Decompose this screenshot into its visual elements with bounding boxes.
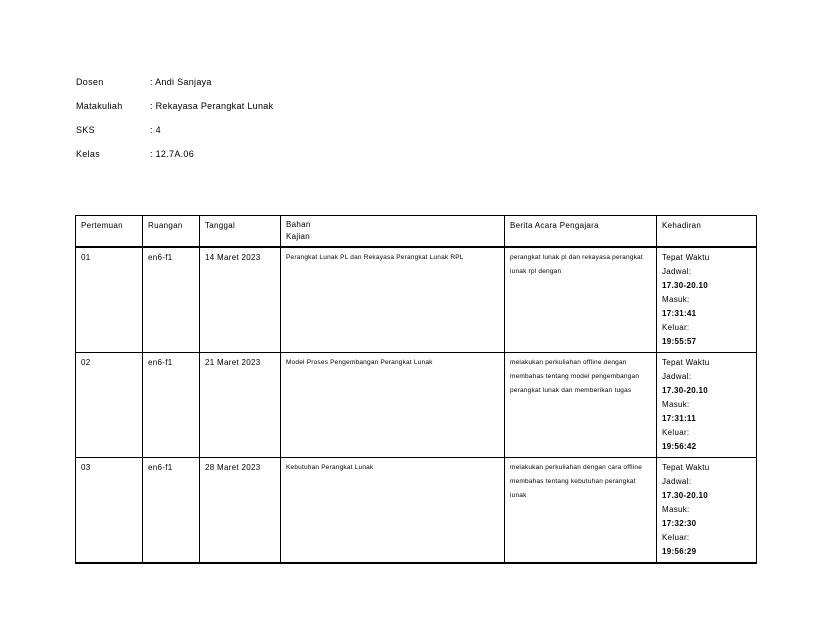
dosen-label: Dosen xyxy=(76,77,104,87)
cell-pertemuan: 03 xyxy=(76,458,143,564)
header-pertemuan: Pertemuan xyxy=(76,216,143,248)
kehadiran-jadwal-label: Jadwal: xyxy=(662,267,692,276)
header-bahan-line2: Kajian xyxy=(286,232,311,241)
cell-berita-acara: melakukan perkuliahan dengan cara offline membahas tentang kebutuhan perangkat lunak xyxy=(505,458,657,564)
berita-acara-table xyxy=(75,215,757,564)
kehadiran-keluar: 19:55:57 xyxy=(662,337,697,346)
kehadiran-keluar-label: Keluar: xyxy=(662,428,690,437)
cell-bahan-kajian: Kebutuhan Perangkat Lunak xyxy=(281,458,505,564)
table-header-row xyxy=(76,216,757,248)
cell-pertemuan: 02 xyxy=(76,353,143,458)
header-kehadiran: Kehadiran xyxy=(657,216,757,248)
kehadiran-keluar: 19:56:29 xyxy=(662,547,697,556)
cell-kehadiran xyxy=(657,353,757,458)
kehadiran-keluar-label: Keluar: xyxy=(662,323,690,332)
header-ruangan: Ruangan xyxy=(143,216,200,248)
cell-kehadiran xyxy=(657,247,757,353)
header-tanggal: Tanggal xyxy=(200,216,281,248)
kelas-value: : 12.7A.06 xyxy=(150,149,195,159)
sks-label: SKS xyxy=(76,125,95,135)
header-bahan-line1: Bahan xyxy=(286,220,311,229)
kehadiran-jadwal-label: Jadwal: xyxy=(662,372,692,381)
kehadiran-masuk-label: Masuk: xyxy=(662,295,690,304)
matakuliah-value: : Rekayasa Perangkat Lunak xyxy=(150,101,274,111)
table-row xyxy=(76,353,757,458)
cell-tanggal: 14 Maret 2023 xyxy=(200,247,281,353)
cell-berita-acara: perangkat lunak pl dan rekayasa perangkat lunak rpl dengan xyxy=(505,247,657,353)
kehadiran-masuk-label: Masuk: xyxy=(662,505,690,514)
cell-bahan-kajian: Model Proses Pengembangan Perangkat Lunak xyxy=(281,353,505,458)
kehadiran-status: Tepat Waktu xyxy=(662,463,710,472)
cell-pertemuan: 01 xyxy=(76,247,143,353)
cell-ruangan: en6-f1 xyxy=(143,247,200,353)
cell-ruangan: en6-f1 xyxy=(143,458,200,564)
header-bahan-kajian xyxy=(281,216,505,248)
kehadiran-masuk: 17:32:30 xyxy=(662,519,697,528)
kelas-label: Kelas xyxy=(76,149,101,159)
kehadiran-masuk: 17:31:11 xyxy=(662,414,696,423)
cell-bahan-kajian: Perangkat Lunak PL dan Rekayasa Perangkat Lunak RPL xyxy=(281,247,505,353)
cell-tanggal: 28 Maret 2023 xyxy=(200,458,281,564)
kehadiran-keluar: 19:56:42 xyxy=(662,442,697,451)
kehadiran-jadwal: 17.30-20.10 xyxy=(662,491,709,500)
kehadiran-keluar-label: Keluar: xyxy=(662,533,690,542)
dosen-value: : Andi Sanjaya xyxy=(150,77,212,87)
matakuliah-label: Matakuliah xyxy=(76,101,123,111)
table-row xyxy=(76,247,757,353)
table-row xyxy=(76,458,757,564)
kehadiran-masuk: 17:31:41 xyxy=(662,309,697,318)
cell-ruangan: en6-f1 xyxy=(143,353,200,458)
kehadiran-masuk-label: Masuk: xyxy=(662,400,690,409)
kehadiran-status: Tepat Waktu xyxy=(662,358,710,367)
kehadiran-jadwal: 17.30-20.10 xyxy=(662,386,709,395)
sks-value: : 4 xyxy=(150,125,161,135)
cell-berita-acara: melakukan perkuliahan offline dengan membahas tentang model pengembangan perangkat lunak dan memberikan tugas xyxy=(505,353,657,458)
cell-kehadiran xyxy=(657,458,757,564)
cell-tanggal: 21 Maret 2023 xyxy=(200,353,281,458)
kehadiran-jadwal-label: Jadwal: xyxy=(662,477,692,486)
kehadiran-jadwal: 17.30-20.10 xyxy=(662,281,709,290)
header-berita-acara: Berita Acara Pengajara xyxy=(505,216,657,248)
kehadiran-status: Tepat Waktu xyxy=(662,253,710,262)
